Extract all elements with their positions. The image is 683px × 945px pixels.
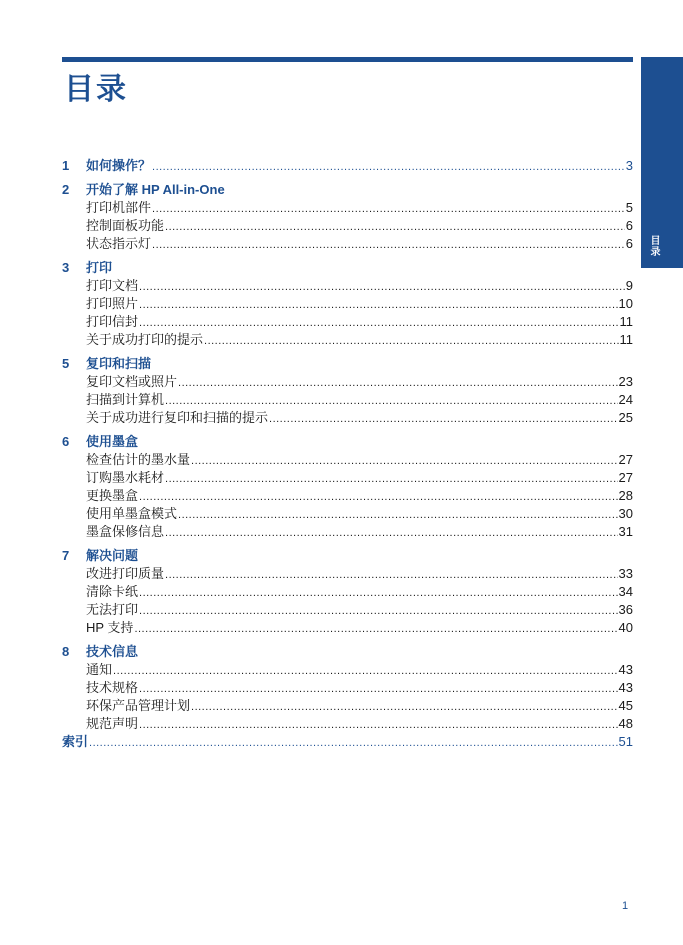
page-ref[interactable]: 27 — [618, 452, 633, 467]
dot-leader — [152, 200, 625, 218]
toc-chapter-heading — [62, 433, 633, 451]
entry-label[interactable]: 改进打印质量 — [86, 566, 165, 581]
entry-label[interactable]: 使用单墨盒模式 — [86, 506, 178, 521]
dot-leader — [89, 734, 618, 752]
entry-label[interactable]: 墨盒保修信息 — [86, 524, 165, 539]
page-ref[interactable]: 28 — [618, 488, 633, 503]
toc-chapter-2 — [62, 181, 633, 253]
toc-entry[interactable] — [62, 679, 633, 697]
toc-entry[interactable] — [62, 619, 633, 637]
toc-chapter-heading — [62, 259, 633, 277]
page-ref[interactable]: 24 — [618, 392, 633, 407]
page-number: 1 — [622, 900, 629, 912]
entry-label[interactable]: 技术规格 — [86, 680, 139, 695]
entry-label[interactable]: 打印机部件 — [86, 200, 152, 215]
dot-leader — [139, 314, 618, 332]
page-ref[interactable]: 40 — [618, 620, 633, 635]
toc-entry[interactable] — [62, 697, 633, 715]
entry-label[interactable]: 关于成功打印的提示 — [86, 332, 204, 347]
toc-entry[interactable] — [62, 451, 633, 469]
dot-leader — [139, 584, 618, 602]
page-ref[interactable]: 48 — [618, 716, 633, 731]
toc-chapter-5 — [62, 355, 633, 427]
dot-leader — [139, 296, 618, 314]
page-ref[interactable]: 51 — [618, 734, 633, 749]
toc-chapter-heading — [62, 181, 633, 199]
toc-entry[interactable] — [62, 217, 633, 235]
chapter-number: 3 — [62, 260, 70, 275]
toc-entry[interactable] — [62, 661, 633, 679]
dot-leader — [152, 236, 625, 254]
toc-chapter-heading — [62, 643, 633, 661]
chapter-number: 8 — [62, 644, 70, 659]
page-ref[interactable]: 27 — [618, 470, 633, 485]
toc-entry[interactable] — [62, 565, 633, 583]
page-ref[interactable]: 33 — [618, 566, 633, 581]
page-ref[interactable]: 30 — [618, 506, 633, 521]
dot-leader — [165, 566, 618, 584]
dot-leader — [191, 698, 618, 716]
entry-label[interactable]: 无法打印 — [86, 602, 139, 617]
chapter-title[interactable]: 解决问题 — [86, 548, 139, 563]
index-label[interactable]: 索引 — [62, 734, 89, 749]
dot-leader — [165, 470, 618, 488]
chapter-number: 6 — [62, 434, 70, 449]
table-of-contents — [62, 157, 633, 751]
page-ref[interactable]: 5 — [625, 200, 633, 215]
dot-leader — [204, 332, 618, 350]
chapter-number: 1 — [62, 158, 70, 173]
page-ref[interactable]: 43 — [618, 662, 633, 677]
entry-label[interactable]: 扫描到计算机 — [86, 392, 165, 407]
toc-entry[interactable] — [62, 235, 633, 253]
chapter-number: 5 — [62, 356, 70, 371]
chapter-title[interactable]: 打印 — [86, 260, 113, 275]
dot-leader — [165, 218, 625, 236]
dot-leader — [269, 410, 618, 428]
toc-entry[interactable] — [62, 601, 633, 619]
page-ref[interactable]: 6 — [625, 236, 633, 251]
chapter-title[interactable]: 技术信息 — [86, 644, 139, 659]
page-title: 目录 — [64, 73, 128, 106]
toc-entry[interactable] — [62, 295, 633, 313]
toc-entry[interactable] — [62, 487, 633, 505]
page-ref[interactable]: 23 — [618, 374, 633, 389]
page-ref[interactable]: 25 — [618, 410, 633, 425]
entry-label[interactable]: 更换墨盒 — [86, 488, 139, 503]
dot-leader — [134, 620, 617, 638]
toc-entry[interactable] — [62, 583, 633, 601]
entry-label[interactable]: 通知 — [86, 662, 113, 677]
dot-leader — [139, 602, 618, 620]
page-ref[interactable]: 43 — [618, 680, 633, 695]
dot-leader — [139, 488, 618, 506]
page-ref[interactable]: 11 — [619, 314, 633, 329]
toc-entry[interactable] — [62, 331, 633, 349]
toc-chapter-6 — [62, 433, 633, 541]
entry-label[interactable]: 复印文档或照片 — [86, 374, 178, 389]
chapter-title[interactable]: 复印和扫描 — [86, 356, 152, 371]
entry-label[interactable]: 状态指示灯 — [86, 236, 152, 251]
toc-entry[interactable] — [62, 715, 633, 733]
entry-label[interactable]: HP 支持 — [86, 620, 134, 635]
entry-label[interactable]: 打印信封 — [86, 314, 139, 329]
toc-chapter-7 — [62, 547, 633, 637]
entry-label[interactable]: 打印文档 — [86, 278, 139, 293]
entry-label[interactable]: 清除卡纸 — [86, 584, 139, 599]
toc-entry[interactable] — [62, 373, 633, 391]
dot-leader — [113, 662, 618, 680]
toc-entry[interactable] — [62, 409, 633, 427]
chapter-title[interactable]: 如何操作？ — [86, 158, 152, 173]
page-ref[interactable]: 3 — [625, 158, 633, 173]
entry-label[interactable]: 打印照片 — [86, 296, 139, 311]
dot-leader — [178, 374, 618, 392]
chapter-title[interactable]: 使用墨盒 — [86, 434, 139, 449]
dot-leader — [152, 158, 625, 176]
page-ref[interactable]: 36 — [618, 602, 633, 617]
toc-chapter-3 — [62, 259, 633, 349]
toc-entry[interactable] — [62, 391, 633, 409]
dot-leader — [165, 524, 618, 542]
dot-leader — [178, 506, 618, 524]
toc-entry[interactable] — [62, 277, 633, 295]
entry-label[interactable]: 规范声明 — [86, 716, 139, 731]
toc-chapter-heading — [62, 547, 633, 565]
dot-leader — [139, 716, 618, 734]
toc-entry[interactable] — [62, 469, 633, 487]
page-ref[interactable]: 9 — [625, 278, 633, 293]
dot-leader — [165, 392, 618, 410]
page-ref[interactable]: 34 — [618, 584, 633, 599]
page-ref[interactable]: 11 — [619, 332, 633, 347]
entry-label[interactable]: 控制面板功能 — [86, 218, 165, 233]
toc-entry[interactable] — [62, 313, 633, 331]
dot-leader — [191, 452, 618, 470]
chapter-title[interactable]: 开始了解 HP All-in-One — [86, 182, 225, 197]
page-ref[interactable]: 45 — [618, 698, 633, 713]
entry-label[interactable]: 检查估计的墨水量 — [86, 452, 191, 467]
toc-chapter-1 — [62, 157, 633, 175]
entry-label[interactable]: 订购墨水耗材 — [86, 470, 165, 485]
toc-entry[interactable] — [62, 199, 633, 217]
dot-leader — [139, 680, 618, 698]
page-ref[interactable]: 6 — [625, 218, 633, 233]
toc-chapter-8 — [62, 643, 633, 733]
header-rule — [62, 57, 633, 62]
toc-entry[interactable] — [62, 523, 633, 541]
toc-chapter-heading — [62, 355, 633, 373]
toc-chapter-heading[interactable] — [62, 157, 633, 175]
entry-label[interactable]: 关于成功进行复印和扫描的提示 — [86, 410, 269, 425]
chapter-number: 2 — [62, 182, 70, 197]
page-ref[interactable]: 31 — [618, 524, 633, 539]
side-tab-label: 目录 — [648, 235, 659, 257]
dot-leader — [139, 278, 625, 296]
toc-index-entry[interactable] — [62, 733, 633, 751]
toc-entry[interactable] — [62, 505, 633, 523]
chapter-number: 7 — [62, 548, 70, 563]
entry-label[interactable]: 环保产品管理计划 — [86, 698, 191, 713]
page-ref[interactable]: 10 — [618, 296, 633, 311]
